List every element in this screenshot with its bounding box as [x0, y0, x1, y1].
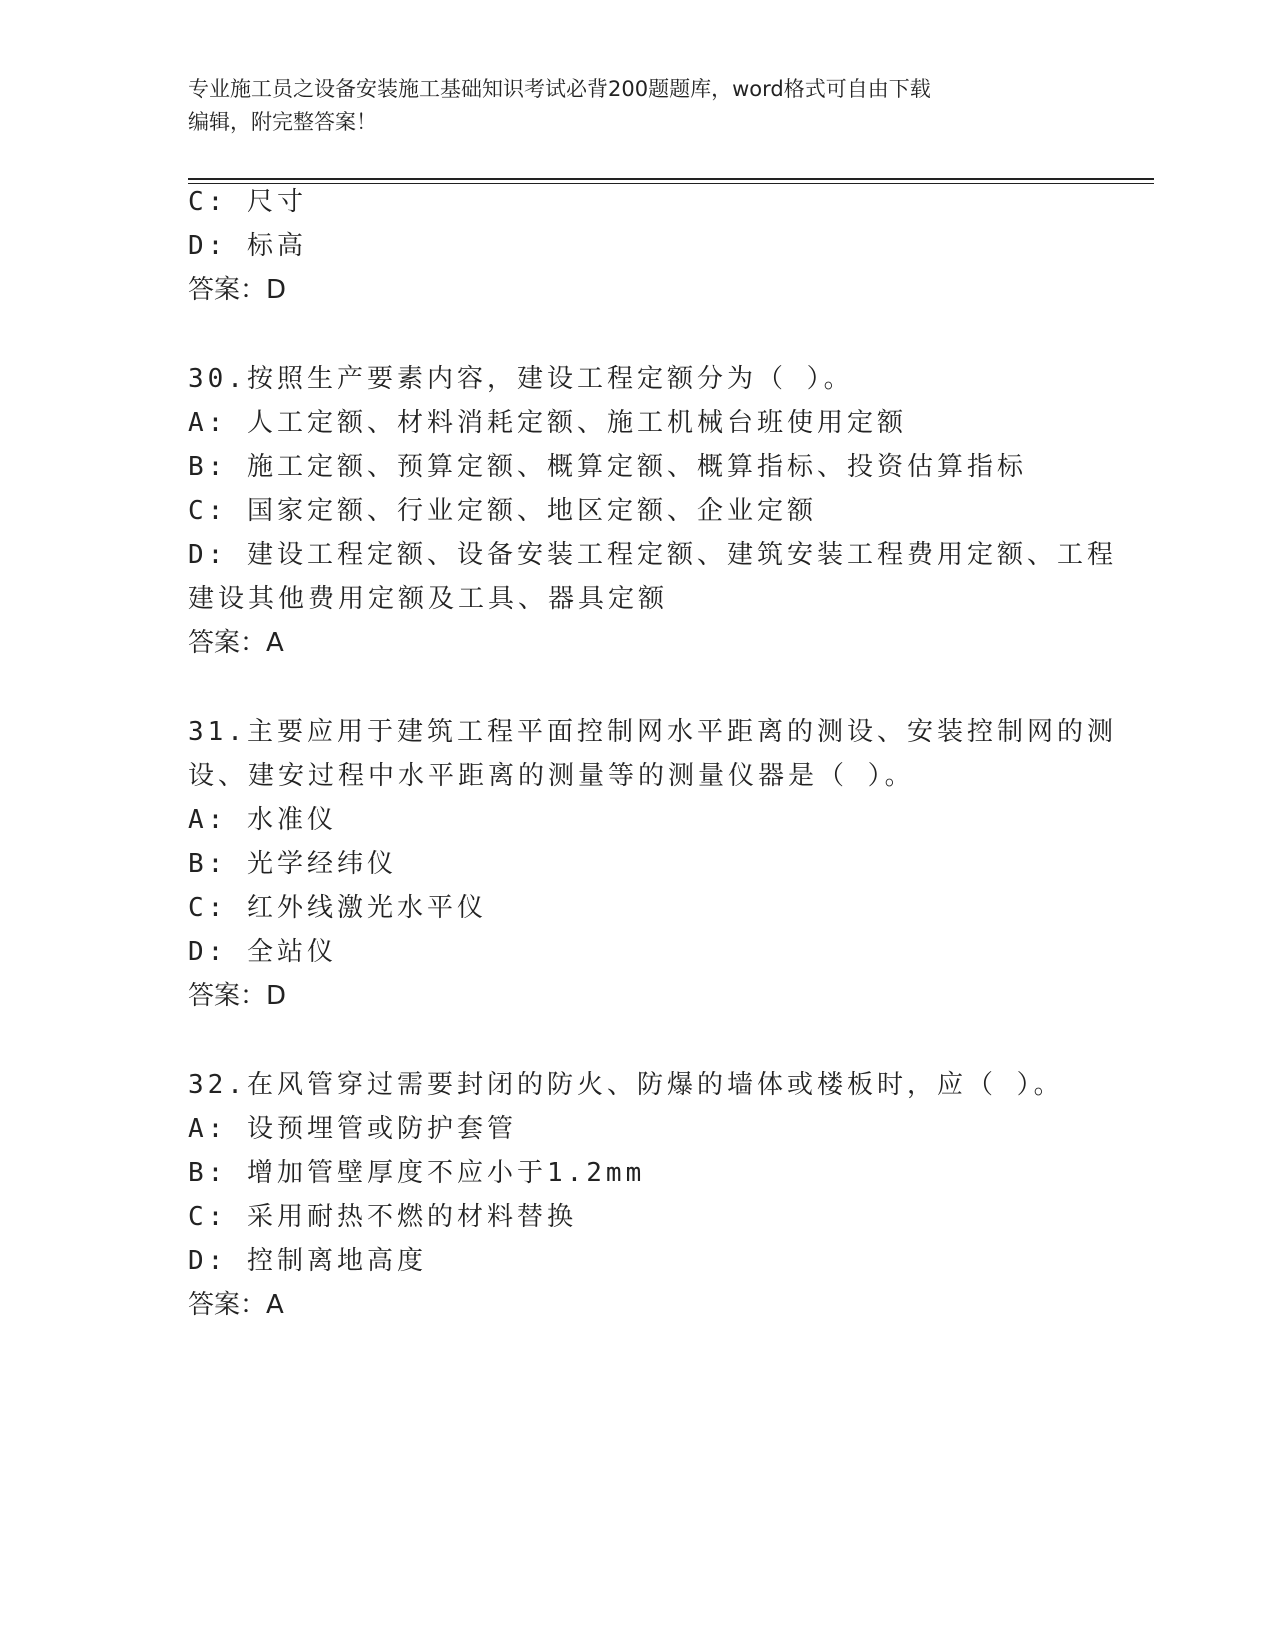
q31-option-d: D: 全站仪	[188, 937, 337, 967]
q32-option-c: C: 采用耐热不燃的材料替换	[188, 1202, 577, 1232]
header-divider-thin	[188, 183, 1154, 184]
q32-answer: 答案：A	[188, 1290, 284, 1320]
q32-option-b: B: 增加管壁厚度不应小于1.2mm	[188, 1158, 646, 1188]
q30-option-a: A: 人工定额、材料消耗定额、施工机械台班使用定额	[188, 408, 907, 438]
header-title-line-2: 编辑，附完整答案！	[188, 110, 377, 134]
prev-answer: 答案：D	[188, 275, 287, 305]
prev-option-c: C: 尺寸	[188, 187, 307, 217]
q31-stem-line-2: 设、建安过程中水平距离的测量等的测量仪器是（ ）。	[188, 761, 915, 791]
q31-option-c: C: 红外线激光水平仪	[188, 893, 487, 923]
q32-option-d: D: 控制离地高度	[188, 1246, 427, 1276]
q30-stem-line-1: 30.按照生产要素内容，建设工程定额分为（ ）。	[188, 364, 854, 394]
header-title-line-1: 专业施工员之设备安装施工基础知识考试必背200题题库，word格式可自由下载	[188, 77, 931, 101]
q31-option-b: B: 光学经纬仪	[188, 849, 397, 879]
prev-option-d: D: 标高	[188, 231, 307, 261]
q30-option-b: B: 施工定额、预算定额、概算定额、概算指标、投资估算指标	[188, 452, 1027, 482]
q32-stem-line-1: 32.在风管穿过需要封闭的防火、防爆的墙体或楼板时，应（ ）。	[188, 1070, 1064, 1100]
document-header	[188, 73, 1088, 139]
header-divider-thick	[188, 178, 1154, 180]
q31-stem-line-1: 31.主要应用于建筑工程平面控制网水平距离的测设、安装控制网的测	[188, 717, 1117, 747]
q30-option-d-line-1: D: 建设工程定额、设备安装工程定额、建筑安装工程费用定额、工程	[188, 540, 1117, 570]
q31-answer: 答案：D	[188, 981, 287, 1011]
q31-option-a: A: 水准仪	[188, 805, 337, 835]
q30-answer: 答案：A	[188, 628, 284, 658]
q32-option-a: A: 设预埋管或防护套管	[188, 1114, 517, 1144]
q30-option-c: C: 国家定额、行业定额、地区定额、企业定额	[188, 496, 817, 526]
q30-option-d-line-2: 建设其他费用定额及工具、器具定额	[188, 584, 669, 614]
